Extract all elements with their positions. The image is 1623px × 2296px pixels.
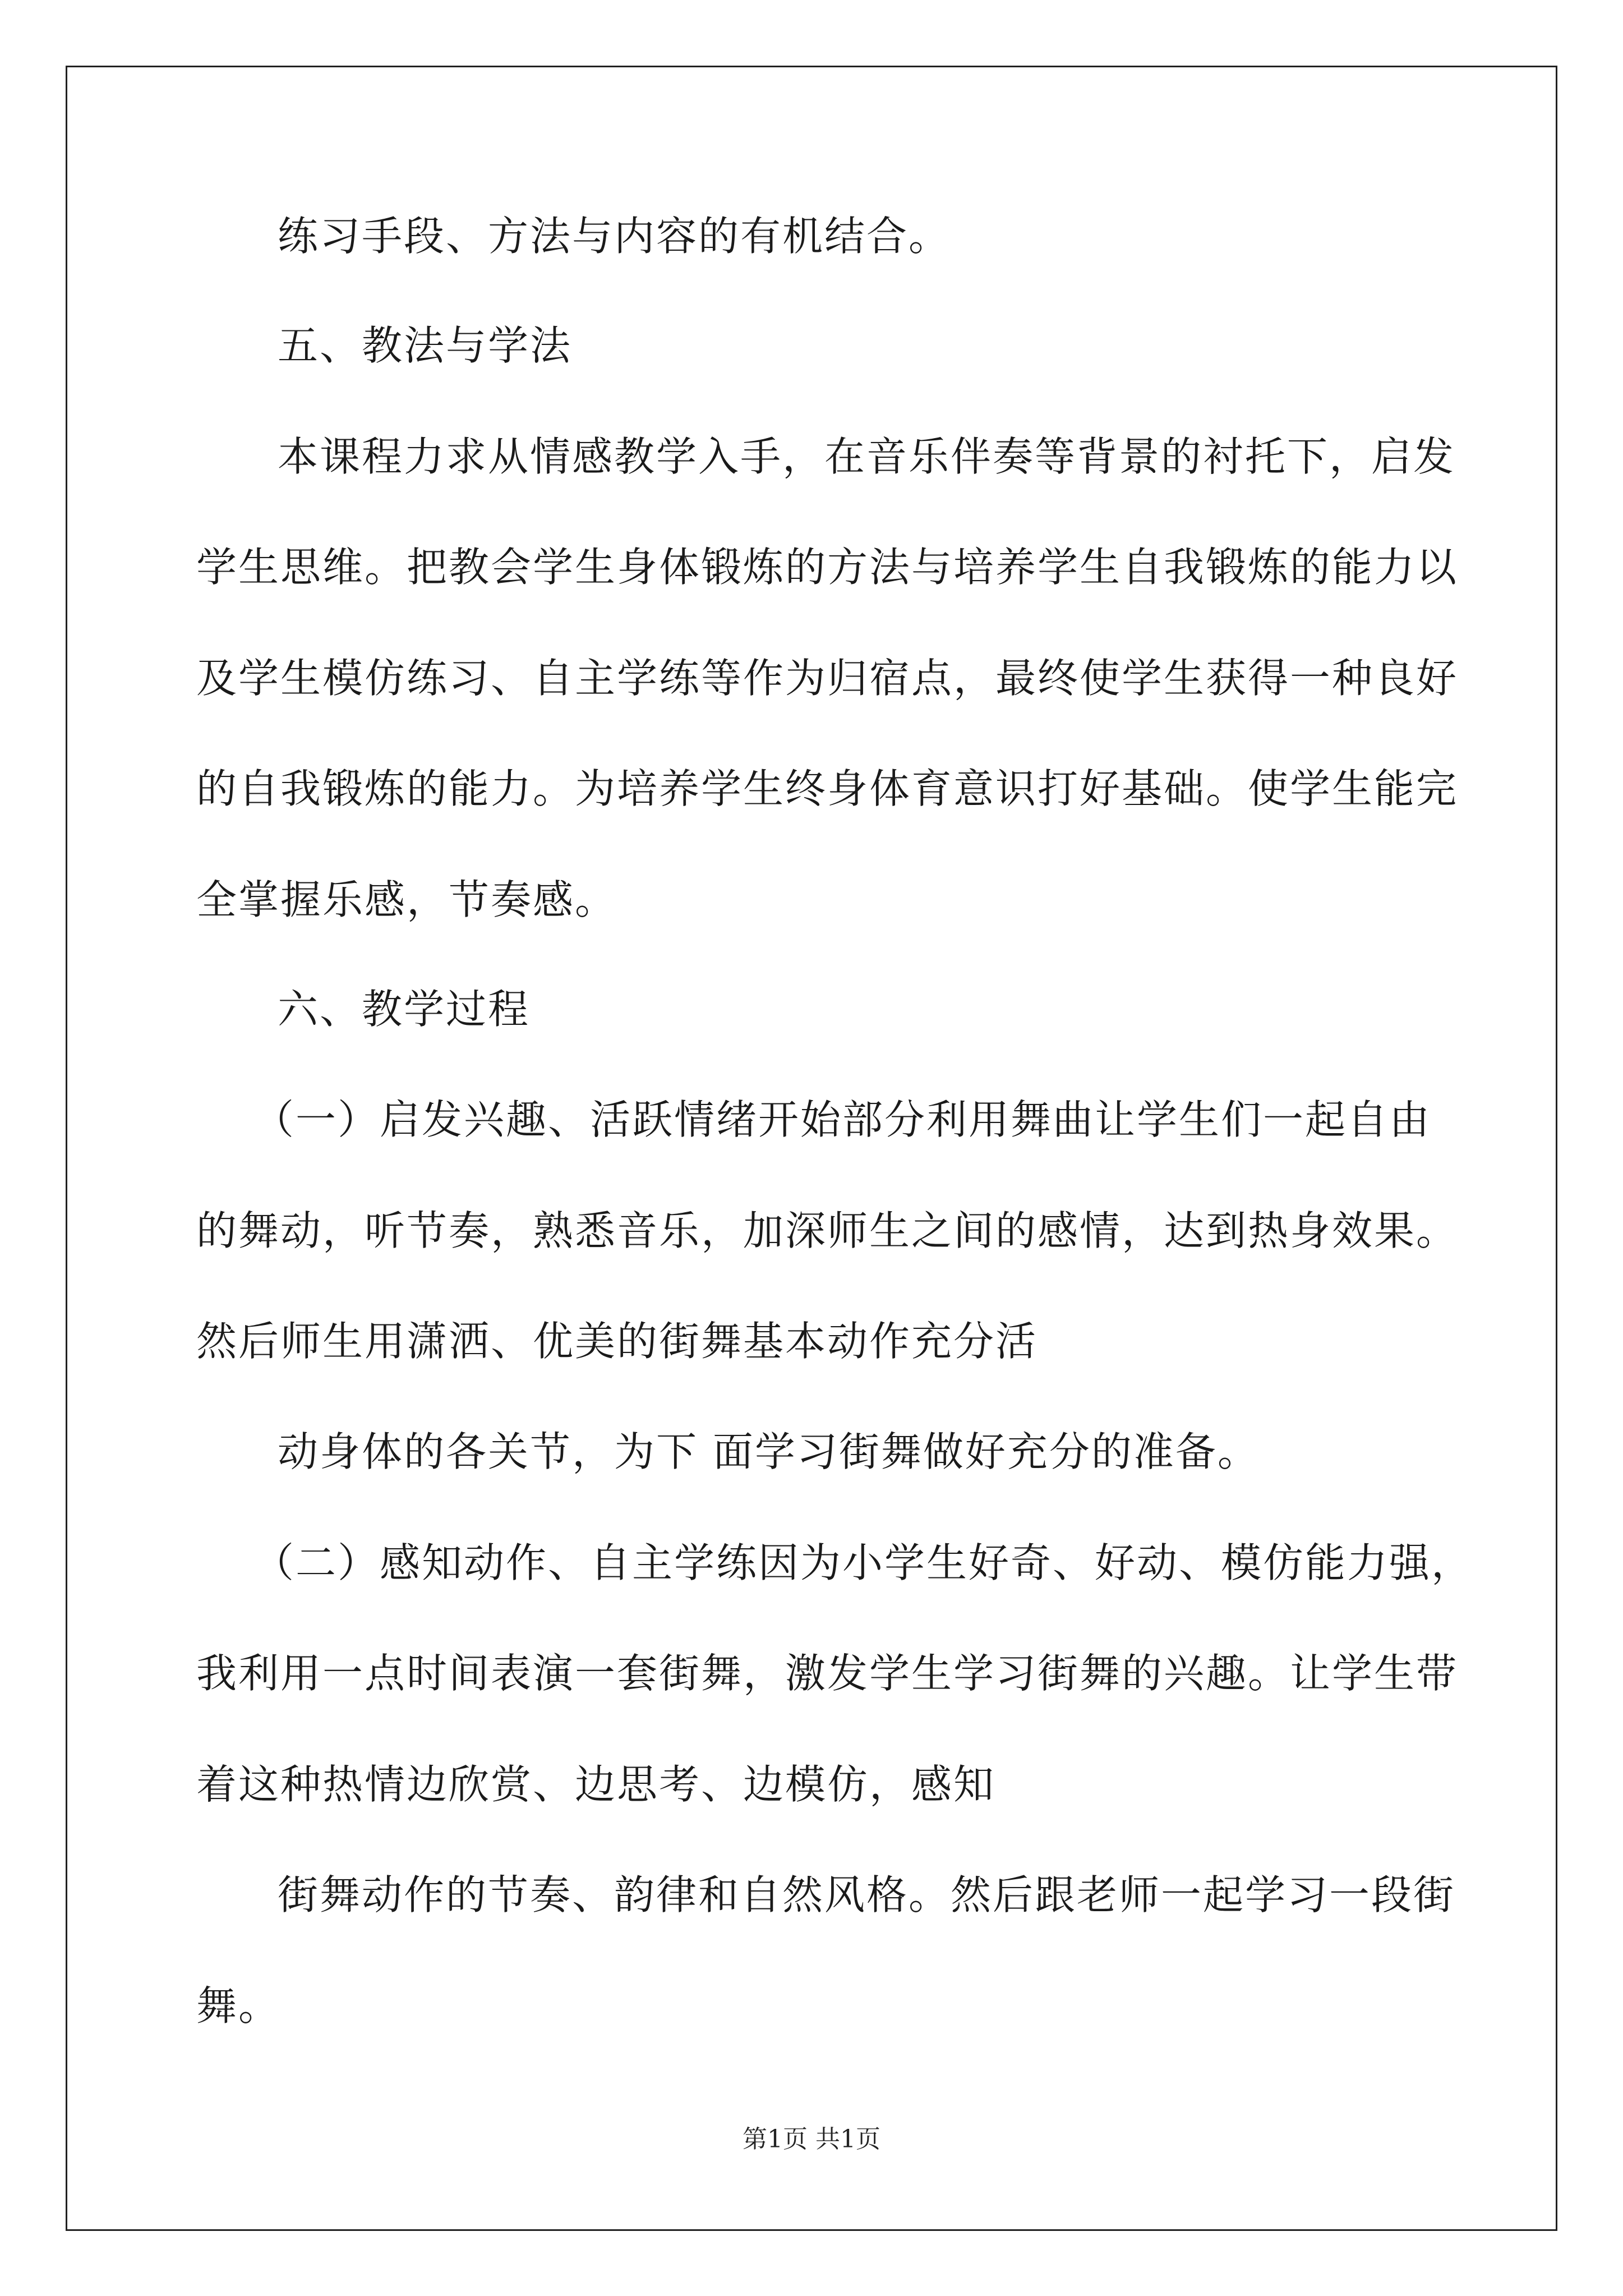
text-line: 全掌握乐感，节奏感。	[196, 876, 617, 923]
text-line: 练习手段、方法与内容的有机结合。	[278, 213, 951, 260]
text-line: 街舞动作的节奏、韵律和自然风格。然后跟老师一起学习一段街	[278, 1871, 1456, 1918]
section-heading: 五、教法与学法	[278, 322, 573, 369]
text-line: （一）启发兴趣、活跃情绪开始部分利用舞曲让学生们一起自由	[253, 1096, 1432, 1143]
text-line: 及学生模仿练习、自主学练等作为归宿点，最终使学生获得一种良好	[196, 655, 1459, 702]
text-line: 我利用一点时间表演一套街舞，激发学生学习街舞的兴趣。让学生带	[196, 1650, 1459, 1697]
text-line: 着这种热情边欣赏、边思考、边模仿，感知	[196, 1761, 996, 1808]
text-line: 然后师生用潇洒、优美的街舞基本动作充分活	[196, 1318, 1038, 1365]
text-line: 舞。	[196, 1982, 281, 2030]
text-line: 动身体的各关节，为下 面学习街舞做好充分的准备。	[278, 1428, 1260, 1475]
text-line: 的舞动，听节奏，熟悉音乐，加深师生之间的感情，达到热身效果。	[196, 1207, 1459, 1254]
text-line: 的自我锻炼的能力。为培养学生终身体育意识打好基础。使学生能完	[196, 765, 1459, 812]
text-line: 学生思维。把教会学生身体锻炼的方法与培养学生自我锻炼的能力以	[196, 544, 1459, 591]
page-number: 第1页 共1页	[743, 2125, 880, 2154]
text-line: （二）感知动作、自主学练因为小学生好奇、好动、模仿能力强，	[253, 1539, 1474, 1586]
section-heading: 六、教学过程	[278, 986, 531, 1033]
text-line: 本课程力求从情感教学入手，在音乐伴奏等背景的衬托下，启发	[278, 433, 1456, 480]
